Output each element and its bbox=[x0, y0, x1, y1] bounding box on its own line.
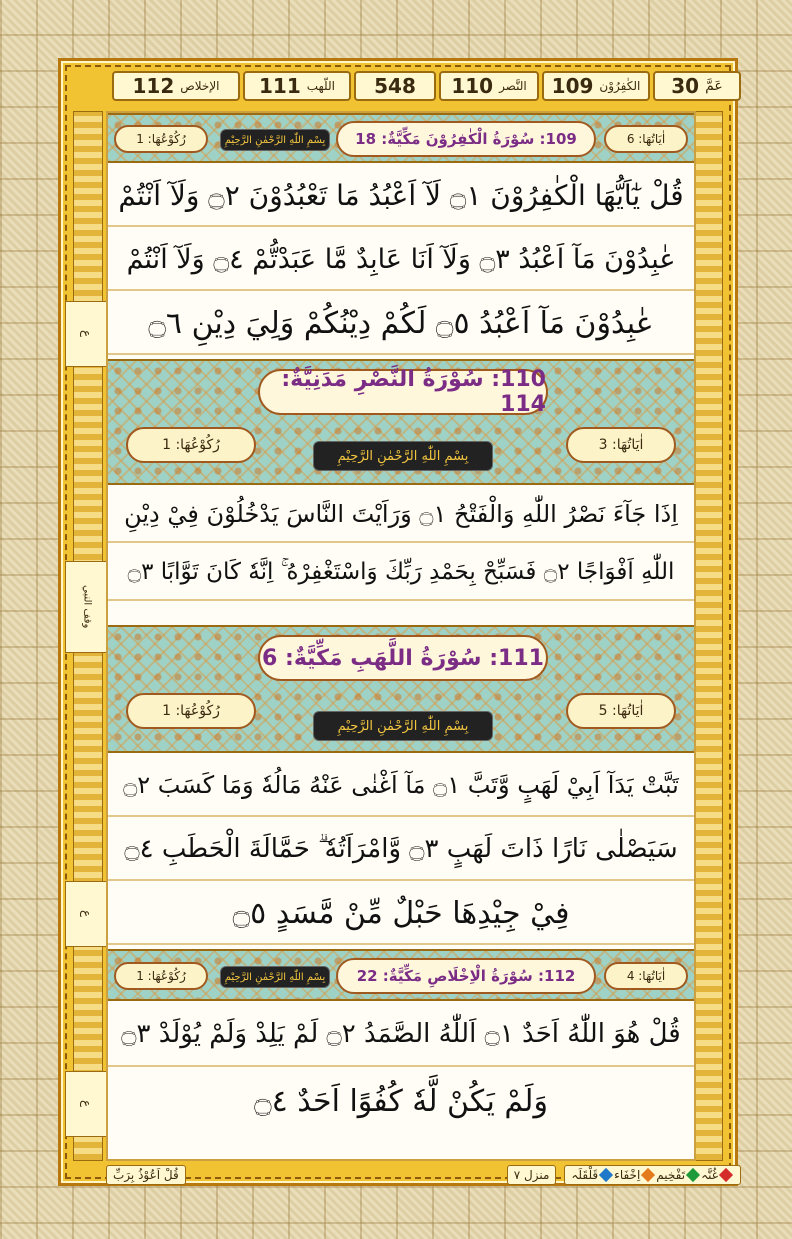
surah-112-banner bbox=[108, 949, 694, 1001]
surah-109-ruku-count: رُكُوْعُهَا: 1 bbox=[114, 125, 208, 153]
ikhfa-color-icon bbox=[641, 1168, 655, 1182]
surah-110-banner bbox=[108, 359, 694, 485]
surah-111-title-text: 111: سُوْرَةُ اللَّهَبِ مَكِّيَّةٌ: 6 bbox=[262, 645, 544, 671]
juz-name: عَمَّ bbox=[705, 78, 723, 94]
surah-109-line-1: قُلْ يٰٓاَيُّهَا الْكٰفِرُوْنَ ۝١ لَآ اَعْبُدُ مَا تَعْبُدُوْنَ ۝٢ وَلَآ اَنْتُمْ bbox=[108, 165, 694, 227]
surah-109-ayat-count: اٰيَاتُهَا: 6 bbox=[604, 125, 688, 153]
surah-111-line-1: تَبَّتْ يَدَآ اَبِيْ لَهَبٍ وَّتَبَّ ۝١ مَآ اَغْنٰى عَنْهُ مَالُهٗ وَمَا كَسَبَ ۝٢ bbox=[108, 755, 694, 817]
surah-112-line-2: وَلَمْ يَكُنْ لَّهٗ كُفُوًا اَحَدٌ ۝٤ bbox=[254, 1083, 548, 1119]
surah-111-title bbox=[258, 635, 548, 681]
surah-109-line-2: عٰبِدُوْنَ مَآ اَعْبُدُ ۝٣ وَلَآ اَنَا عَابِدٌ مَّا عَبَدْتُّمْ ۝٤ وَلَآ اَنْتُمْ bbox=[108, 229, 694, 291]
surah-112-name: الإخلاص bbox=[180, 79, 220, 93]
legend-ikhfa: اِخْفَاء bbox=[614, 1168, 641, 1182]
waqf-note bbox=[65, 561, 109, 653]
surah-110-line-1: اِذَا جَآءَ نَصْرُ اللّٰهِ وَالْفَتْحُ ۝١ وَرَاَيْتَ النَّاسَ يَدْخُلُوْنَ فِيْ دِيْنِ bbox=[108, 487, 694, 543]
surah-109-number: 109 bbox=[551, 74, 594, 98]
surah-112-number: 112 bbox=[132, 74, 175, 98]
manzil-label: منزل ٧ bbox=[513, 1168, 550, 1182]
surah-109-title-text: 109: سُوْرَةُ الْكٰفِرُوْنَ مَكِّيَّةٌ: 18 bbox=[355, 130, 577, 148]
surah-111-bismillah: بِسْمِ اللّٰهِ الرَّحْمٰنِ الرَّحِيْمِ bbox=[313, 711, 493, 741]
header-bar bbox=[106, 71, 741, 101]
surah-111-name: اللّهب bbox=[306, 79, 336, 93]
surah-110-ayat-count: اٰيَاتُهَا: 3 bbox=[566, 427, 676, 463]
surah-111-line-2: سَيَصْلٰى نَارًا ذَاتَ لَهَبٍ ۝٣ وَّامْرَاَتُهٗ ۗ حَمَّالَةَ الْحَطَبِ ۝٤ bbox=[108, 819, 694, 881]
next-page-cue bbox=[106, 1165, 186, 1185]
surah-110-title bbox=[258, 369, 548, 415]
next-page-text: قُلْ اَعُوْذُ بِرَبِّ bbox=[113, 1168, 179, 1182]
waqf-note-text: وقف النبي bbox=[81, 585, 93, 629]
surah-109-bismillah: بِسْمِ اللّٰهِ الرَّحْمٰنِ الرَّحِيْمِ bbox=[220, 129, 330, 151]
manzil-box bbox=[507, 1165, 557, 1185]
juz-box bbox=[653, 71, 741, 101]
surah-112-bismillah: بِسْمِ اللّٰهِ الرَّحْمٰنِ الرَّحِيْمِ bbox=[220, 966, 330, 988]
surah-112-ruku-count: رُكُوْعُهَا: 1 bbox=[114, 962, 208, 990]
ruku-marker-1: ع bbox=[65, 301, 109, 367]
ruku-marker-4: ع bbox=[65, 1071, 109, 1137]
page-number-box bbox=[354, 71, 436, 101]
surah-111-box bbox=[243, 71, 351, 101]
page-frame bbox=[58, 58, 738, 1186]
surah-112-box bbox=[112, 71, 240, 101]
surah-111-number: 111 bbox=[258, 74, 301, 98]
surah-112-line-1: قُلْ هُوَ اللّٰهُ اَحَدٌ ۝١ اَللّٰهُ الصَّمَدُ ۝٢ لَمْ يَلِدْ وَلَمْ يُوْلَدْ ۝٣ bbox=[108, 1003, 694, 1067]
page-number: 548 bbox=[374, 74, 416, 98]
tafkheem-color-icon bbox=[686, 1168, 700, 1182]
surah-111-line-3: فِيْ جِيْدِهَا حَبْلٌ مِّنْ مَّسَدٍ ۝٥ bbox=[108, 883, 694, 945]
surah-112-title bbox=[336, 958, 596, 994]
surah-110-line-2: اللّٰهِ اَفْوَاجًا ۝٢ فَسَبِّحْ بِحَمْدِ رَبِّكَ وَاسْتَغْفِرْهُ ۚ اِنَّهٗ كَانَ تَوَّابًا ۝٣ bbox=[108, 545, 694, 601]
footer-bar bbox=[106, 1165, 741, 1185]
legend-qalqala: قَلْقَلَہ bbox=[571, 1168, 599, 1182]
surah-109-title bbox=[336, 121, 596, 157]
surah-110-name: النَّصر bbox=[499, 79, 527, 93]
tajweed-legend bbox=[564, 1165, 741, 1185]
legend-tafkheem: تَفْخِيم bbox=[656, 1168, 686, 1182]
surah-110-number: 110 bbox=[451, 74, 494, 98]
surah-109-line-3: عٰبِدُوْنَ مَآ اَعْبُدُ ۝٥ لَكُمْ دِيْنُكُمْ وَلِيَ دِيْنِ ۝٦ bbox=[108, 293, 694, 355]
surah-111-ruku-count: رُكُوْعُهَا: 1 bbox=[126, 693, 256, 729]
quran-page bbox=[106, 111, 696, 1161]
qalqala-color-icon bbox=[599, 1168, 613, 1182]
surah-110-box bbox=[439, 71, 539, 101]
ruku-marker-3: ع bbox=[65, 881, 109, 947]
juz-number: 30 bbox=[671, 74, 700, 98]
surah-110-title-text: 110: سُوْرَةُ النَّصْرِ مَدَنِيَّةٌ: 114 bbox=[281, 367, 546, 417]
surah-110-ruku-count: رُكُوْعُهَا: 1 bbox=[126, 427, 256, 463]
ghunna-color-icon bbox=[719, 1168, 733, 1182]
surah-111-banner bbox=[108, 625, 694, 753]
surah-109-box bbox=[542, 71, 650, 101]
surah-109-banner bbox=[108, 113, 694, 163]
surah-109-name: الكٰفِرُوْن bbox=[599, 79, 641, 93]
surah-110-bismillah: بِسْمِ اللّٰهِ الرَّحْمٰنِ الرَّحِيْمِ bbox=[313, 441, 493, 471]
surah-112-ayat-count: اٰيَاتُهَا: 4 bbox=[604, 962, 688, 990]
right-ornament-border bbox=[693, 111, 723, 1161]
surah-112-title-text: 112: سُوْرَةُ الْاِخْلَاصِ مَكِّيَّةٌ: 22 bbox=[356, 967, 576, 985]
surah-111-ayat-count: اٰيَاتُهَا: 5 bbox=[566, 693, 676, 729]
legend-ghunna: غُنَّہ bbox=[701, 1168, 718, 1182]
